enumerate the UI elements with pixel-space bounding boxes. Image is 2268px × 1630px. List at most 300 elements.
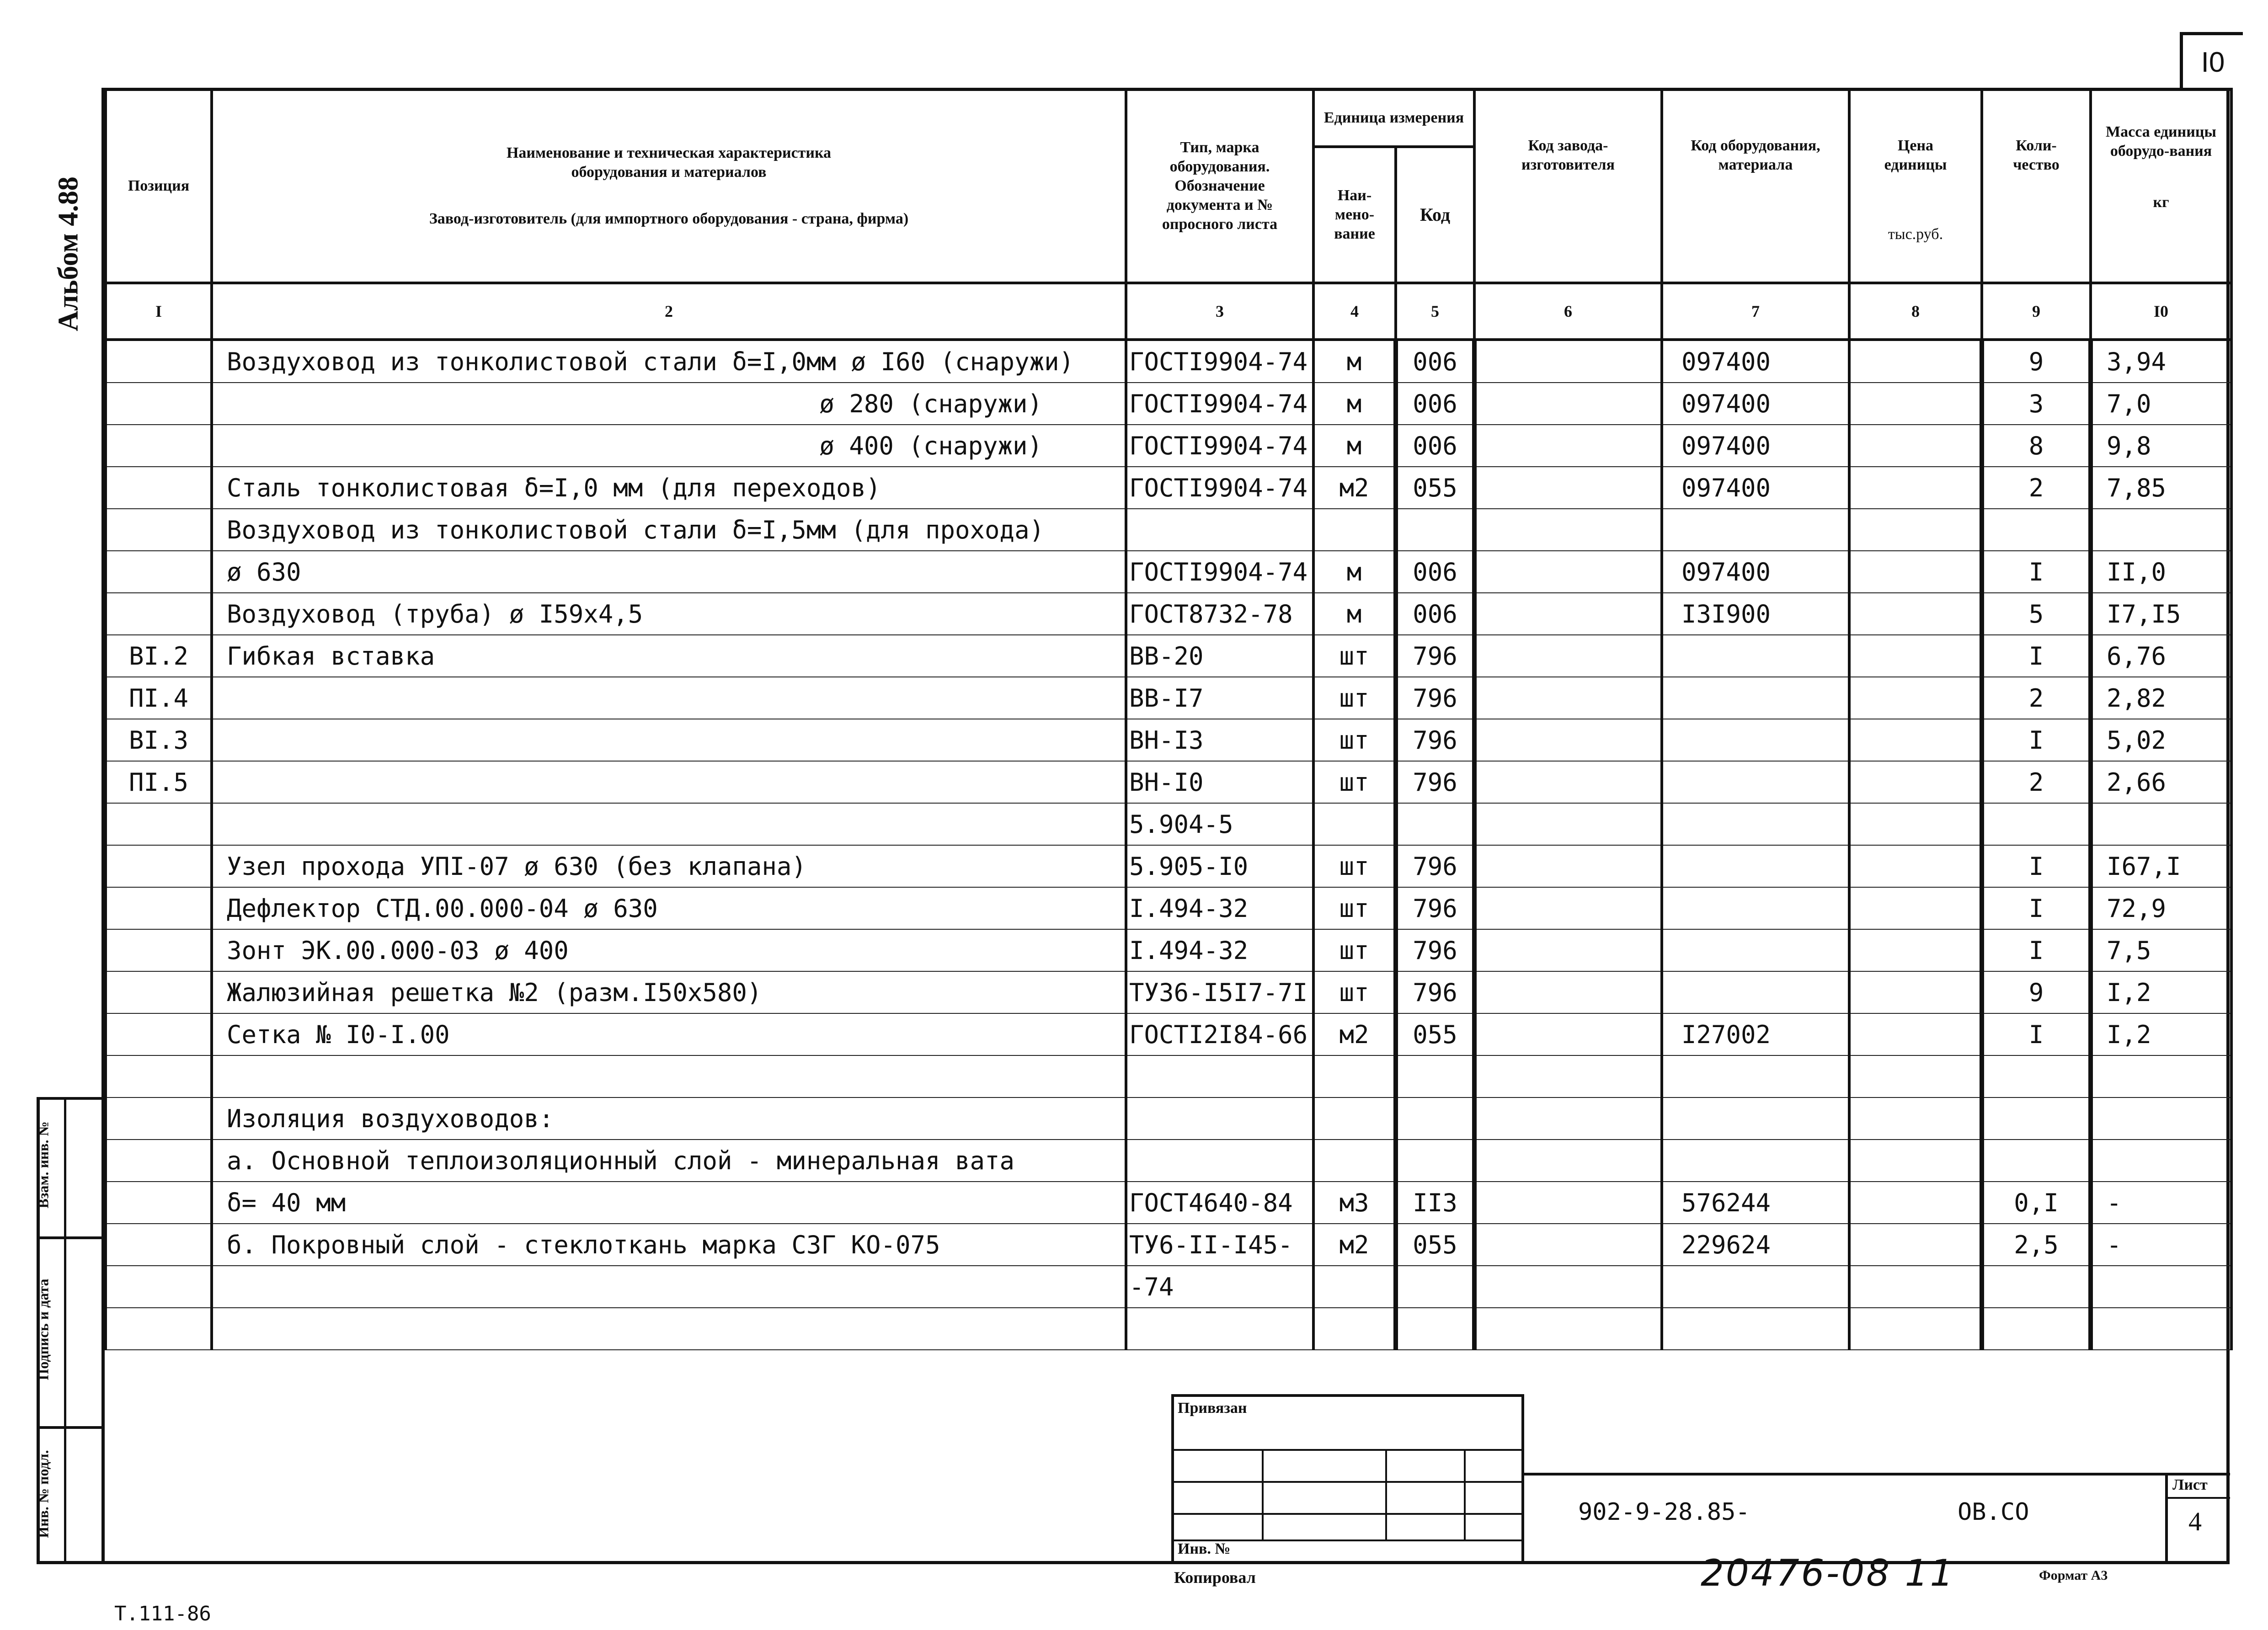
cell-mass: 3,94	[2091, 340, 2231, 383]
tb-col3	[1464, 1449, 1466, 1539]
cell-mass: I,2	[2091, 971, 2231, 1013]
header-name	[212, 89, 1126, 283]
cell-price	[1849, 677, 1982, 719]
cell-mass: 7,85	[2091, 467, 2231, 509]
colnum-7: 7	[1662, 283, 1849, 340]
tb-sheet-div	[2165, 1497, 2230, 1499]
cell-mass: I,2	[2091, 1013, 2231, 1055]
cell-position	[106, 509, 212, 551]
table-row	[106, 383, 2231, 425]
side-stamp-div2	[37, 1426, 104, 1429]
header-price-unit: тыс.руб.	[1888, 226, 1943, 243]
cell-price	[1849, 1097, 1982, 1140]
table-row	[106, 425, 2231, 467]
cell-unit	[1313, 803, 1396, 845]
cell-plant-code	[1474, 340, 1662, 383]
cell-name: δ= 40 мм	[212, 1182, 1126, 1224]
header-unit-group: Единица измерения	[1313, 89, 1474, 147]
cell-plant-code	[1474, 1055, 1662, 1097]
table-row	[106, 1055, 2231, 1097]
cell-type: ГОСТI9904-74	[1126, 340, 1313, 383]
handwritten-number: 20476-08 11	[1701, 1552, 1955, 1594]
cell-unit: м3	[1313, 1182, 1396, 1224]
cell-position	[106, 1097, 212, 1140]
cell-plant-code	[1474, 803, 1662, 845]
cell-unit-code: 055	[1396, 467, 1474, 509]
colnum-2: 2	[212, 283, 1126, 340]
cell-material-code: 097400	[1662, 425, 1849, 467]
cell-unit-code: 055	[1396, 1013, 1474, 1055]
cell-name: ø 280 (снаружи)	[212, 383, 1126, 425]
cell-price	[1849, 1266, 1982, 1308]
cell-plant-code	[1474, 509, 1662, 551]
cell-name	[212, 719, 1126, 761]
table-row	[106, 761, 2231, 803]
cell-name: а. Основной теплоизоляционный слой - минеральная вата	[212, 1140, 1126, 1182]
cell-unit-code	[1396, 1140, 1474, 1182]
cell-qty: I	[1982, 887, 2091, 929]
cell-material-code	[1662, 1308, 1849, 1350]
table-row	[106, 971, 2231, 1013]
colnum-5: 5	[1396, 283, 1474, 340]
cell-plant-code	[1474, 383, 1662, 425]
cell-plant-code	[1474, 551, 1662, 593]
cell-name	[212, 1266, 1126, 1308]
cell-type	[1126, 1308, 1313, 1350]
header-price-label: Цена единицы	[1884, 137, 1947, 173]
cell-position	[106, 1140, 212, 1182]
cell-position	[106, 1055, 212, 1097]
cell-material-code	[1662, 677, 1849, 719]
cell-type: ГОСТI9904-74	[1126, 551, 1313, 593]
cell-unit-code: 796	[1396, 887, 1474, 929]
cell-type: ГОСТI9904-74	[1126, 425, 1313, 467]
header-unit-code: Код	[1396, 147, 1474, 283]
cell-price	[1849, 1055, 1982, 1097]
cell-type: ГОСТ8732-78	[1126, 593, 1313, 635]
tb-doc-suffix: ОВ.СО	[1958, 1498, 2029, 1526]
cell-unit-code: 006	[1396, 425, 1474, 467]
table-row	[106, 1266, 2231, 1308]
table-row	[106, 803, 2231, 845]
cell-price	[1849, 761, 1982, 803]
cell-unit: шт	[1313, 971, 1396, 1013]
tb-row1	[1171, 1449, 1523, 1451]
table-row	[106, 845, 2231, 887]
cell-price	[1849, 1013, 1982, 1055]
cell-qty	[1982, 1140, 2091, 1182]
cell-type: -74	[1126, 1266, 1313, 1308]
cell-type: 5.905-I0	[1126, 845, 1313, 887]
cell-unit	[1313, 1308, 1396, 1350]
cell-name	[212, 761, 1126, 803]
tb-col1	[1262, 1449, 1264, 1539]
cell-price	[1849, 635, 1982, 677]
format-label: Формат А3	[2039, 1568, 2108, 1583]
cell-price	[1849, 467, 1982, 509]
cell-qty: 3	[1982, 383, 2091, 425]
header-type: Тип, марка оборудования. Обозначение документа и № опросного листа	[1126, 89, 1313, 283]
cell-qty: 8	[1982, 425, 2091, 467]
cell-mass: 7,5	[2091, 929, 2231, 971]
cell-plant-code	[1474, 677, 1662, 719]
tb-row3	[1171, 1513, 1523, 1515]
cell-unit	[1313, 1055, 1396, 1097]
table-row	[106, 929, 2231, 971]
cell-qty: I	[1982, 929, 2091, 971]
cell-plant-code	[1474, 467, 1662, 509]
cell-name: Сталь тонколистовая δ=I,0 мм (для переходов)	[212, 467, 1126, 509]
cell-material-code: 576244	[1662, 1182, 1849, 1224]
cell-name: Воздуховод (труба) ø I59x4,5	[212, 593, 1126, 635]
cell-mass: I7,I5	[2091, 593, 2231, 635]
cell-name: Узел прохода УПI-07 ø 630 (без клапана)	[212, 845, 1126, 887]
cell-type: ГОСТI9904-74	[1126, 467, 1313, 509]
cell-price	[1849, 340, 1982, 383]
cell-name	[212, 1055, 1126, 1097]
cell-price	[1849, 803, 1982, 845]
cell-mass: 7,0	[2091, 383, 2231, 425]
cell-mass: 5,02	[2091, 719, 2231, 761]
colnum-6: 6	[1474, 283, 1662, 340]
cell-plant-code	[1474, 929, 1662, 971]
cell-price	[1849, 425, 1982, 467]
cell-qty: 2	[1982, 467, 2091, 509]
cell-unit-code: 006	[1396, 340, 1474, 383]
header-mass-unit: кг	[2153, 194, 2169, 211]
table-row	[106, 887, 2231, 929]
cell-price	[1849, 593, 1982, 635]
table-row	[106, 677, 2231, 719]
cell-material-code: 097400	[1662, 383, 1849, 425]
cell-plant-code	[1474, 845, 1662, 887]
cell-unit-code: 796	[1396, 761, 1474, 803]
tb-row2	[1171, 1481, 1523, 1483]
cell-unit	[1313, 1140, 1396, 1182]
cell-qty	[1982, 1308, 2091, 1350]
cell-price	[1849, 1224, 1982, 1266]
tb-linked-top	[1171, 1394, 1523, 1397]
cell-type	[1126, 509, 1313, 551]
tb-sheet-label: Лист	[2172, 1476, 2208, 1493]
cell-unit-code: 796	[1396, 635, 1474, 677]
cell-price	[1849, 1308, 1982, 1350]
cell-unit: м	[1313, 340, 1396, 383]
cell-mass: -	[2091, 1182, 2231, 1224]
cell-position	[106, 929, 212, 971]
cell-position	[106, 1266, 212, 1308]
cell-price	[1849, 509, 1982, 551]
side-stamp-top	[37, 1097, 104, 1100]
cell-qty	[1982, 1266, 2091, 1308]
cell-position	[106, 467, 212, 509]
cell-name: Гибкая вставка	[212, 635, 1126, 677]
cell-unit: м	[1313, 383, 1396, 425]
cell-type	[1126, 1055, 1313, 1097]
cell-mass	[2091, 1097, 2231, 1140]
cell-mass: 72,9	[2091, 887, 2231, 929]
cell-material-code	[1662, 971, 1849, 1013]
colnum-10: I0	[2091, 283, 2231, 340]
cell-material-code: 229624	[1662, 1224, 1849, 1266]
colnum-9: 9	[1982, 283, 2091, 340]
cell-unit-code	[1396, 1308, 1474, 1350]
tb-main-top	[1523, 1473, 2230, 1476]
cell-unit-code: 006	[1396, 551, 1474, 593]
cell-unit: м2	[1313, 1013, 1396, 1055]
cell-type: ГОСТ4640-84	[1126, 1182, 1313, 1224]
cell-type: 5.904-5	[1126, 803, 1313, 845]
cell-position	[106, 1182, 212, 1224]
cell-qty: 5	[1982, 593, 2091, 635]
cell-plant-code	[1474, 1182, 1662, 1224]
header-name-line2: Завод-изготовитель (для импортного оборудования - страна, фирма)	[429, 210, 909, 227]
cell-qty: 2,5	[1982, 1224, 2091, 1266]
cell-mass: II,0	[2091, 551, 2231, 593]
cell-qty: I	[1982, 719, 2091, 761]
sheet-number-box	[2180, 32, 2243, 89]
cell-unit-code: 796	[1396, 971, 1474, 1013]
cell-qty	[1982, 1055, 2091, 1097]
side-stamp-mid	[64, 1097, 66, 1563]
cell-position	[106, 1224, 212, 1266]
cell-position	[106, 887, 212, 929]
cell-unit	[1313, 509, 1396, 551]
cell-qty	[1982, 803, 2091, 845]
cell-mass	[2091, 1055, 2231, 1097]
cell-position	[106, 1013, 212, 1055]
cell-qty: 2	[1982, 761, 2091, 803]
tb-linked-right	[1521, 1394, 1524, 1564]
table-row	[106, 1140, 2231, 1182]
colnum-1: I	[106, 283, 212, 340]
cell-plant-code	[1474, 719, 1662, 761]
side-stamp-div1	[37, 1236, 104, 1239]
header-unit-name: Наи-мено-вание	[1313, 147, 1396, 283]
cell-mass: 2,82	[2091, 677, 2231, 719]
cell-price	[1849, 971, 1982, 1013]
cell-position: ПI.4	[106, 677, 212, 719]
cell-type: ТУ6-II-I45-	[1126, 1224, 1313, 1266]
cell-name: ø 400 (снаружи)	[212, 425, 1126, 467]
colnum-8: 8	[1849, 283, 1982, 340]
header-mass	[2091, 89, 2231, 283]
cell-position	[106, 593, 212, 635]
sheet-number: I0	[2201, 46, 2225, 78]
cell-unit-code	[1396, 1266, 1474, 1308]
table-row	[106, 1013, 2231, 1055]
table-row	[106, 509, 2231, 551]
tb-sheet-number: 4	[2188, 1507, 2202, 1536]
cell-mass: 9,8	[2091, 425, 2231, 467]
cell-unit-code	[1396, 1055, 1474, 1097]
specification-table	[104, 88, 2233, 1350]
cell-name: Жалюзийная решетка №2 (разм.I50x580)	[212, 971, 1126, 1013]
cell-type: ТУ36-I5I7-7I	[1126, 971, 1313, 1013]
cell-material-code	[1662, 509, 1849, 551]
cell-name: Воздуховод из тонколистовой стали δ=I,5мм (для прохода)	[212, 509, 1126, 551]
cell-position: ВI.2	[106, 635, 212, 677]
cell-position: ВI.3	[106, 719, 212, 761]
cell-qty: 2	[1982, 677, 2091, 719]
cell-position	[106, 845, 212, 887]
cell-material-code: 097400	[1662, 340, 1849, 383]
cell-price	[1849, 1140, 1982, 1182]
tb-inv-label: Инв. №	[1178, 1540, 1231, 1557]
cell-name: Зонт ЭК.00.000-03 ø 400	[212, 929, 1126, 971]
cell-material-code	[1662, 845, 1849, 887]
cell-mass	[2091, 1308, 2231, 1350]
cell-type	[1126, 1140, 1313, 1182]
colnum-4: 4	[1313, 283, 1396, 340]
cell-plant-code	[1474, 635, 1662, 677]
cell-price	[1849, 719, 1982, 761]
cell-unit: шт	[1313, 845, 1396, 887]
cell-name	[212, 1308, 1126, 1350]
header-plant-code: Код завода-изготовителя	[1474, 89, 1662, 283]
cell-unit: шт	[1313, 635, 1396, 677]
cell-unit	[1313, 1266, 1396, 1308]
cell-unit: м2	[1313, 467, 1396, 509]
table-row	[106, 551, 2231, 593]
cell-plant-code	[1474, 593, 1662, 635]
table-row	[106, 719, 2231, 761]
cell-unit-code	[1396, 803, 1474, 845]
cell-material-code	[1662, 1097, 1849, 1140]
cell-plant-code	[1474, 1308, 1662, 1350]
cell-material-code	[1662, 719, 1849, 761]
cell-qty: I	[1982, 551, 2091, 593]
cell-unit: шт	[1313, 677, 1396, 719]
cell-unit: м	[1313, 425, 1396, 467]
table-row	[106, 1182, 2231, 1224]
header-material-code: Код оборудования, материала	[1662, 89, 1849, 283]
cell-unit-code: 796	[1396, 845, 1474, 887]
cell-type: I.494-32	[1126, 887, 1313, 929]
table-row	[106, 1224, 2231, 1266]
table-row	[106, 467, 2231, 509]
cell-type: ГОСТI2I84-66	[1126, 1013, 1313, 1055]
cell-name: Воздуховод из тонколистовой стали δ=I,0мм ø I60 (снаружи)	[212, 340, 1126, 383]
cell-plant-code	[1474, 425, 1662, 467]
tb-sheet-left	[2165, 1473, 2168, 1564]
cell-unit-code: 055	[1396, 1224, 1474, 1266]
specification-body	[106, 340, 2231, 1350]
cell-material-code	[1662, 887, 1849, 929]
title-block	[1171, 1394, 2230, 1564]
cell-qty: I	[1982, 845, 2091, 887]
cell-unit: шт	[1313, 929, 1396, 971]
cell-material-code	[1662, 1140, 1849, 1182]
cell-plant-code	[1474, 1224, 1662, 1266]
colnum-3: 3	[1126, 283, 1313, 340]
cell-type: ВВ-20	[1126, 635, 1313, 677]
header-mass-label: Масса единицы оборудо-вания	[2106, 123, 2216, 160]
cell-mass: I67,I	[2091, 845, 2231, 887]
cell-price	[1849, 383, 1982, 425]
cell-price	[1849, 1182, 1982, 1224]
cell-position	[106, 803, 212, 845]
cell-price	[1849, 551, 1982, 593]
cell-plant-code	[1474, 1097, 1662, 1140]
cell-name: ø 630	[212, 551, 1126, 593]
cell-type: ГОСТI9904-74	[1126, 383, 1313, 425]
cell-plant-code	[1474, 1266, 1662, 1308]
cell-unit-code	[1396, 1097, 1474, 1140]
cell-qty	[1982, 509, 2091, 551]
cell-plant-code	[1474, 1140, 1662, 1182]
cell-position	[106, 551, 212, 593]
cell-material-code	[1662, 929, 1849, 971]
tb-linked-left	[1171, 1394, 1174, 1564]
tb-doc-code: 902-9-28.85-	[1578, 1498, 1750, 1526]
cell-qty: 9	[1982, 340, 2091, 383]
cell-qty: I	[1982, 1013, 2091, 1055]
cell-type	[1126, 1097, 1313, 1140]
cell-material-code	[1662, 761, 1849, 803]
cell-unit	[1313, 1097, 1396, 1140]
cell-type: ВН-I3	[1126, 719, 1313, 761]
cell-mass	[2091, 803, 2231, 845]
cell-unit: м	[1313, 593, 1396, 635]
cell-name: Сетка № I0-I.00	[212, 1013, 1126, 1055]
cell-material-code: I27002	[1662, 1013, 1849, 1055]
cell-mass	[2091, 1140, 2231, 1182]
cell-unit: м2	[1313, 1224, 1396, 1266]
corner-code: Т.111-86	[114, 1602, 211, 1625]
table-row	[106, 1308, 2231, 1350]
cell-material-code	[1662, 1266, 1849, 1308]
cell-position	[106, 425, 212, 467]
cell-type: ВН-I0	[1126, 761, 1313, 803]
cell-position: ПI.5	[106, 761, 212, 803]
cell-type: I.494-32	[1126, 929, 1313, 971]
side-stamp-label-2: Подпись и дата	[35, 1278, 52, 1380]
cell-mass	[2091, 509, 2231, 551]
cell-type: ВВ-I7	[1126, 677, 1313, 719]
side-stamp-label-1: Взам. инв. №	[35, 1121, 52, 1209]
cell-mass: 6,76	[2091, 635, 2231, 677]
cell-price	[1849, 845, 1982, 887]
cell-mass	[2091, 1266, 2231, 1308]
column-number-row	[106, 283, 2231, 340]
cell-unit-code: 006	[1396, 593, 1474, 635]
tb-col2	[1385, 1449, 1387, 1539]
cell-name	[212, 803, 1126, 845]
cell-plant-code	[1474, 1013, 1662, 1055]
cell-unit-code: II3	[1396, 1182, 1474, 1224]
cell-qty: 0,I	[1982, 1182, 2091, 1224]
cell-unit-code: 796	[1396, 929, 1474, 971]
side-stamp-label-3: Инв. № подл.	[35, 1450, 52, 1538]
cell-position	[106, 340, 212, 383]
header-position: Позиция	[106, 89, 212, 283]
header-row	[106, 89, 2231, 147]
cell-mass: -	[2091, 1224, 2231, 1266]
cell-unit-code: 796	[1396, 677, 1474, 719]
table-row	[106, 1097, 2231, 1140]
cell-qty: I	[1982, 635, 2091, 677]
header-qty: Коли-чество	[1982, 89, 2091, 283]
cell-plant-code	[1474, 971, 1662, 1013]
cell-unit: шт	[1313, 887, 1396, 929]
cell-name: б. Покровный слой - стеклоткань марка СЗГ КО-075	[212, 1224, 1126, 1266]
cell-plant-code	[1474, 887, 1662, 929]
cell-unit-code	[1396, 509, 1474, 551]
table-row	[106, 635, 2231, 677]
header-price	[1849, 89, 1982, 283]
cell-material-code: 097400	[1662, 551, 1849, 593]
